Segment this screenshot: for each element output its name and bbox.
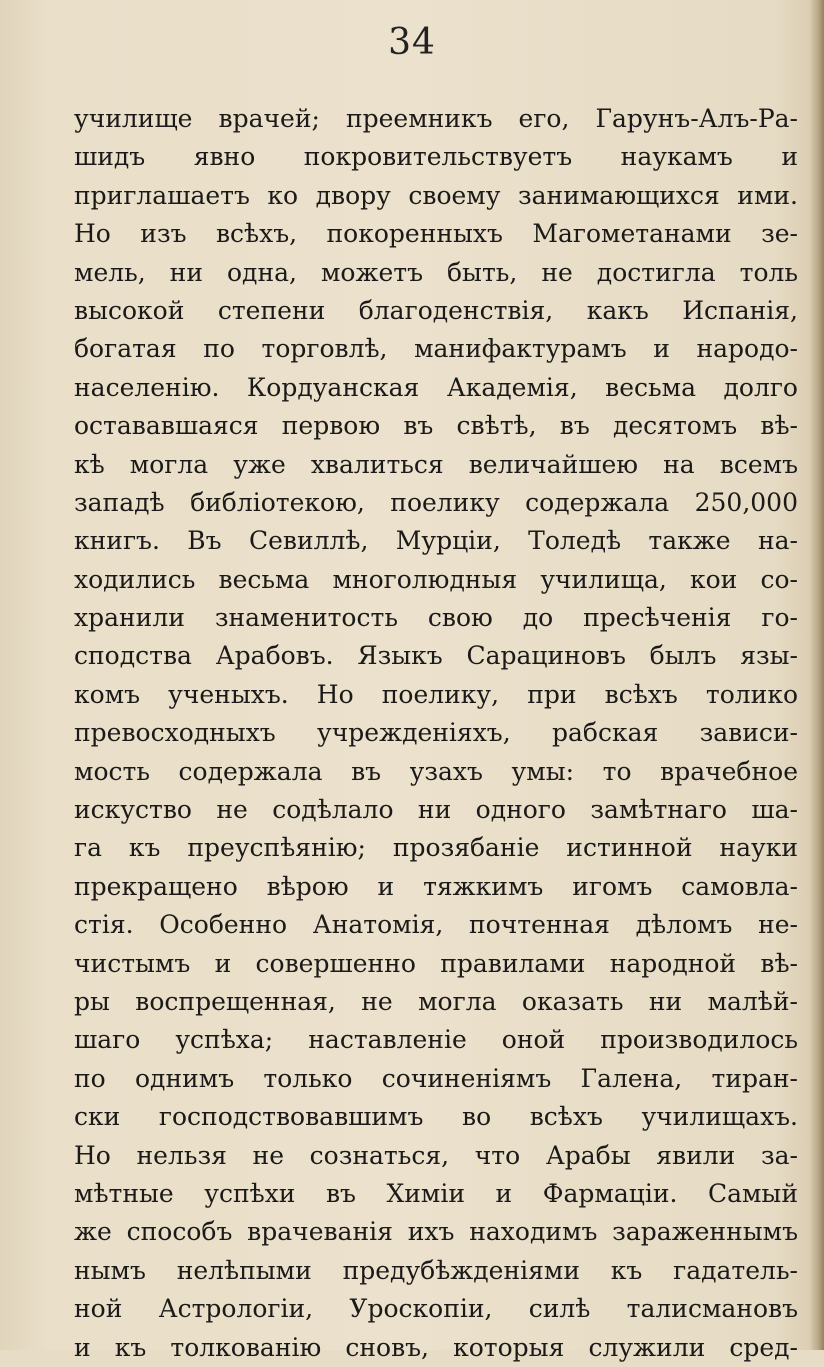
text-line: шидъ явно покровительствуетъ наукамъ и (74, 142, 798, 172)
text-line: шаго успѣха; наставленіе оной производилось (74, 1025, 798, 1055)
text-line: комъ ученыхъ. Но поелику, при всѣхъ толико (74, 679, 798, 709)
text-line: населенію. Кордуанская Академія, весьма долго (74, 372, 798, 402)
text-line: приглашаетъ ко двору своему занимающихся ими. (74, 180, 798, 210)
page-edge-shadow (810, 0, 824, 1350)
text-line: и къ толкованію сновъ, которыя служили сред- (74, 1332, 798, 1362)
text-line: западѣ библіотекою, поелику содержала 250,000 (74, 487, 798, 517)
page-number: 34 (388, 22, 436, 63)
text-line: ры воспрещенная, не могла оказать ни малѣй- (74, 986, 798, 1016)
text-line: мѣтные успѣхи въ Химіи и Фармаціи. Самый (74, 1178, 798, 1208)
text-line: книгъ. Въ Севиллѣ, Мурціи, Толедѣ также на- (74, 526, 798, 556)
text-line: остававшаяся первою въ свѣтѣ, въ десятомъ вѣ- (74, 411, 798, 441)
text-line: ной Астрологіи, Уроскопіи, силѣ талисмановъ (74, 1294, 798, 1324)
text-line: ски господствовавшимъ во всѣхъ училищахъ. (74, 1102, 798, 1132)
text-line: хранили знаменитость свою до пресѣченія го- (74, 603, 798, 633)
text-line: чистымъ и совершенно правилами народной вѣ- (74, 948, 798, 978)
text-line: искуство не содѣлало ни одного замѣтнаго ша- (74, 795, 798, 825)
text-line: кѣ могла уже хвалиться величайшею на всемъ (74, 449, 798, 479)
text-line: га къ преуспѣянію; прозябаніе истинной науки (74, 833, 798, 863)
text-line: нымъ нелѣпыми предубѣжденіями къ гадатель- (74, 1255, 798, 1285)
body-text (74, 100, 798, 1367)
text-line: же способъ врачеванія ихъ находимъ зараженнымъ (74, 1217, 798, 1247)
text-line: ходились весьма многолюдныя училища, кои со- (74, 564, 798, 594)
text-line: богатая по торговлѣ, манифактурамъ и народо- (74, 334, 798, 364)
text-line: превосходныхъ учрежденіяхъ, рабская зависи- (74, 718, 798, 748)
text-line: мость содержала въ узахъ умы: то врачебное (74, 756, 798, 786)
text-line: прекращено вѣрою и тяжкимъ игомъ самовла- (74, 871, 798, 901)
text-line: по однимъ только сочиненіямъ Галена, тиран- (74, 1063, 798, 1093)
text-line: сподства Арабовъ. Языкъ Сарациновъ былъ язы- (74, 641, 798, 671)
text-line: высокой степени благоденствія, какъ Испанія, (74, 295, 798, 325)
text-line: Но изъ всѣхъ, покоренныхъ Магометанами зе- (74, 219, 798, 249)
text-line: мель, ни одна, можетъ быть, не достигла толь (74, 257, 798, 287)
text-line: стія. Особенно Анатомія, почтенная дѣломъ не- (74, 910, 798, 940)
text-line: училище врачей; преемникъ его, Гарунъ-Алъ-Ра- (74, 104, 798, 133)
text-line: Но нельзя не сознаться, что Арабы явили за- (74, 1140, 798, 1170)
